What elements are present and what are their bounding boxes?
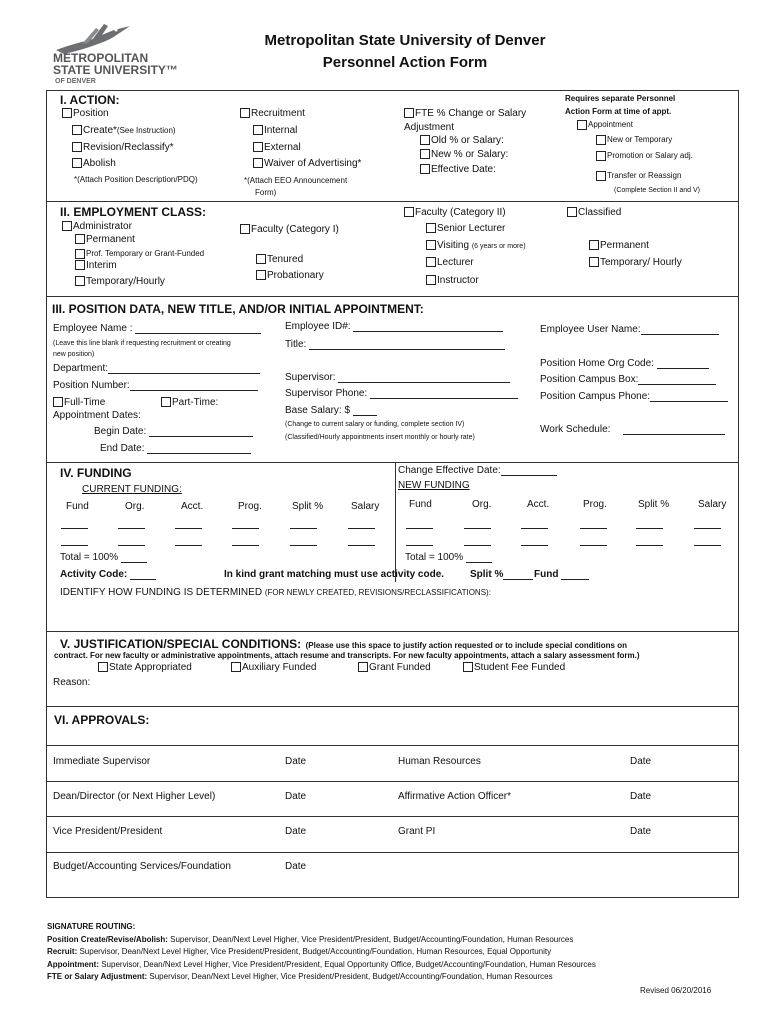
complete-note: (Complete Section II and V)	[614, 187, 700, 194]
effective-date-checkbox[interactable]	[420, 164, 430, 174]
prof-temp-checkbox[interactable]	[75, 249, 85, 259]
funding-blank[interactable]	[118, 528, 145, 529]
funding-blank[interactable]	[580, 545, 607, 546]
total-right-input[interactable]	[466, 562, 492, 563]
campus-phone-input[interactable]	[650, 401, 728, 402]
section-funding-heading: IV. FUNDING	[60, 466, 132, 480]
supervisor-input[interactable]	[338, 382, 510, 383]
total-left-input[interactable]	[121, 562, 147, 563]
position-number-input[interactable]	[130, 390, 258, 391]
student-fee-checkbox[interactable]	[463, 662, 473, 672]
full-time-checkbox[interactable]	[53, 397, 63, 407]
funding-blank[interactable]	[61, 528, 88, 529]
divider	[46, 462, 738, 463]
current-funding-label: CURRENT FUNDING:	[82, 484, 182, 495]
new-salary-checkbox[interactable]	[420, 149, 430, 159]
faculty1-checkbox[interactable]	[240, 224, 250, 234]
approval-grant-pi: Grant PI	[398, 826, 436, 837]
col-org-left: Org.	[125, 501, 145, 512]
position-number-field[interactable]: Position Number:	[53, 380, 258, 391]
funding-blank[interactable]	[406, 545, 433, 546]
create-checkbox[interactable]	[72, 125, 82, 135]
faculty1-checkbox-row[interactable]: Faculty (Category I)	[240, 224, 339, 235]
funding-blank[interactable]	[290, 528, 317, 529]
fund-field[interactable]: Fund	[534, 569, 589, 580]
lecturer-checkbox-row[interactable]: Lecturer	[426, 257, 474, 268]
eeo-note-2: Form)	[255, 188, 277, 197]
recruitment-checkbox-row[interactable]: Recruitment	[240, 108, 305, 119]
auxiliary-funded-checkbox-row[interactable]: Auxiliary Funded	[231, 662, 316, 673]
temp-hourly-checkbox[interactable]	[75, 276, 85, 286]
signature-line[interactable]	[46, 781, 738, 782]
fte-checkbox-row[interactable]: FTE % Change or Salary	[404, 108, 526, 119]
col-prog-left: Prog.	[238, 501, 262, 512]
base-salary-input[interactable]	[353, 415, 377, 416]
administrator-checkbox[interactable]	[62, 221, 72, 231]
administrator-checkbox-row[interactable]: Administrator	[62, 221, 132, 232]
approval-date: Date	[285, 861, 307, 872]
funding-blank[interactable]	[521, 545, 548, 546]
prof-temp-checkbox-row[interactable]: Prof. Temporary or Grant-Funded	[75, 249, 204, 259]
senior-lecturer-checkbox-row[interactable]: Senior Lecturer	[426, 223, 505, 234]
approval-human-resources: Human Resources	[398, 756, 481, 767]
appointment-dates-label: Appointment Dates:	[53, 410, 141, 421]
begin-date-field[interactable]: Begin Date:	[94, 426, 253, 437]
cl-permanent-checkbox-row[interactable]: Permanent	[589, 240, 649, 251]
change-salary-note: (Change to current salary or funding, complete section IV)	[285, 421, 465, 428]
routing-line: FTE or Salary Adjustment: Supervisor, Dean/Next Level Higher, Vice President/President, Budget/Accounting/Foundation, Human Resources	[47, 972, 553, 981]
divider	[46, 706, 738, 707]
part-time-checkbox[interactable]	[161, 397, 171, 407]
funding-blank[interactable]	[636, 528, 663, 529]
grant-funded-checkbox-row[interactable]: Grant Funded	[358, 662, 431, 673]
divider	[46, 631, 738, 632]
divider	[46, 201, 738, 202]
funding-blank[interactable]	[580, 528, 607, 529]
end-date-field[interactable]: End Date:	[100, 443, 251, 454]
visiting-checkbox-row[interactable]: Visiting (6 years or more)	[426, 240, 526, 251]
interim-checkbox-row[interactable]: Interim	[75, 260, 117, 271]
funding-blank[interactable]	[694, 545, 721, 546]
funding-blank[interactable]	[348, 545, 375, 546]
student-fee-checkbox-row[interactable]: Student Fee Funded	[463, 662, 565, 673]
funding-blank[interactable]	[636, 545, 663, 546]
campus-box-input[interactable]	[638, 384, 716, 385]
funding-blank[interactable]	[290, 545, 317, 546]
approval-date: Date	[630, 826, 652, 837]
col-split-left: Split %	[292, 501, 324, 512]
begin-date-input[interactable]	[149, 436, 253, 437]
permanent-checkbox[interactable]	[75, 234, 85, 244]
new-salary-checkbox-row[interactable]: New % or Salary:	[420, 149, 508, 160]
funding-blank[interactable]	[464, 545, 491, 546]
approval-affirmative-action: Affirmative Action Officer*	[398, 791, 512, 802]
employee-id-field[interactable]: Employee ID#:	[285, 321, 503, 332]
home-org-field[interactable]: Position Home Org Code:	[540, 358, 709, 369]
effective-date-checkbox-row[interactable]: Effective Date:	[420, 164, 496, 175]
faculty2-checkbox[interactable]	[404, 207, 414, 217]
split-input[interactable]	[503, 579, 533, 580]
classified-rate-note: (Classified/Hourly appointments insert monthly or hourly rate)	[285, 434, 475, 441]
department-input[interactable]	[108, 373, 260, 374]
form-subtitle: Personnel Action Form	[322, 54, 488, 71]
visiting-checkbox[interactable]	[426, 240, 436, 250]
new-temp-checkbox[interactable]	[596, 135, 606, 145]
approval-date: Date	[285, 756, 307, 767]
classified-checkbox-row[interactable]: Classified	[567, 207, 621, 218]
internal-checkbox[interactable]	[253, 125, 263, 135]
col-split-right: Split %	[638, 499, 670, 510]
section-justification-heading: V. JUSTIFICATION/SPECIAL CONDITIONS: (Please use this space to justify action requested or to include special conditions on	[60, 637, 627, 651]
funding-vertical-divider	[395, 462, 396, 582]
supervisor-phone-input[interactable]	[370, 398, 518, 399]
title-field[interactable]: Title:	[285, 339, 505, 350]
transfer-checkbox-row[interactable]: Transfer or Reassign	[596, 171, 681, 181]
external-checkbox[interactable]	[253, 142, 263, 152]
funding-blank[interactable]	[232, 528, 259, 529]
side-note-2: Action Form at time of appt.	[565, 107, 672, 116]
revised-date: Revised 06/20/2016	[640, 986, 712, 995]
employee-name-field[interactable]: Employee Name :	[53, 323, 261, 334]
employee-name-input[interactable]	[135, 333, 261, 334]
home-org-input[interactable]	[657, 368, 709, 369]
transfer-checkbox[interactable]	[596, 171, 606, 181]
reason-label: Reason:	[53, 677, 91, 688]
attach-pdq-note: *(Attach Position Description/PDQ)	[74, 175, 198, 184]
funding-blank[interactable]	[348, 528, 375, 529]
routing-line: Appointment: Supervisor, Dean/Next Level Higher, Vice President/President, Equal Opportunity Office, Budget/Accounting/Foundation, Human Resources	[47, 960, 596, 969]
abolish-checkbox[interactable]	[72, 158, 82, 168]
change-effective-input[interactable]	[501, 475, 557, 476]
grant-funded-checkbox[interactable]	[358, 662, 368, 672]
approval-vice-president: Vice President/President	[53, 826, 163, 837]
funding-blank[interactable]	[118, 545, 145, 546]
cl-temp-hourly-checkbox[interactable]	[589, 257, 599, 267]
revision-checkbox-row[interactable]: Revision/Reclassify*	[72, 142, 174, 153]
section-employment-heading: II. EMPLOYMENT CLASS:	[60, 205, 207, 219]
leave-note-1: (Leave this line blank if requesting recruitment or creating	[53, 340, 231, 347]
col-org-right: Org.	[472, 499, 492, 510]
old-salary-checkbox-row[interactable]: Old % or Salary:	[420, 135, 504, 146]
col-acct-right: Acct.	[527, 499, 550, 510]
approval-date: Date	[630, 756, 652, 767]
tenured-checkbox[interactable]	[256, 254, 266, 264]
funding-blank[interactable]	[232, 545, 259, 546]
appointment-checkbox-row[interactable]: Appointment	[577, 120, 633, 130]
campus-box-field[interactable]: Position Campus Box:	[540, 374, 716, 385]
col-fund-right: Fund	[409, 499, 432, 510]
external-checkbox-row[interactable]: External	[253, 142, 301, 153]
approval-date: Date	[285, 826, 307, 837]
cl-temp-hourly-checkbox-row[interactable]: Temporary/ Hourly	[589, 257, 682, 268]
waiver-checkbox[interactable]	[253, 158, 263, 168]
probationary-checkbox-row[interactable]: Probationary	[256, 270, 324, 281]
tenured-checkbox-row[interactable]: Tenured	[256, 254, 303, 265]
new-temp-checkbox-row[interactable]: New or Temporary	[596, 135, 672, 145]
routing-line: Position Create/Revise/Abolish: Supervisor, Dean/Next Level Higher, Vice President/President, Budget/Accounting/Foundation, Human Resources	[47, 935, 574, 944]
approval-budget-accounting: Budget/Accounting Services/Foundation	[53, 861, 231, 872]
work-schedule-input[interactable]	[623, 434, 725, 435]
temp-hourly-checkbox-row[interactable]: Temporary/Hourly	[75, 276, 165, 287]
position-checkbox[interactable]	[62, 108, 72, 118]
position-checkbox-row[interactable]: Position	[62, 108, 109, 119]
faculty2-checkbox-row[interactable]: Faculty (Category II)	[404, 207, 506, 218]
campus-phone-field[interactable]: Position Campus Phone:	[540, 391, 728, 402]
recruitment-checkbox[interactable]	[240, 108, 250, 118]
activity-code-field[interactable]: Activity Code:	[60, 569, 156, 580]
eeo-note-1: *(Attach EEO Announcement	[244, 176, 348, 185]
col-salary-right: Salary	[698, 499, 727, 510]
auxiliary-funded-checkbox[interactable]	[231, 662, 241, 672]
approval-immediate-supervisor: Immediate Supervisor	[53, 756, 151, 767]
fte-checkbox[interactable]	[404, 108, 414, 118]
probationary-checkbox[interactable]	[256, 270, 266, 280]
signature-line[interactable]	[46, 816, 738, 817]
permanent-checkbox-row[interactable]: Permanent	[75, 234, 135, 245]
part-time-checkbox-row[interactable]: Part-Time:	[161, 397, 218, 408]
approval-date: Date	[630, 791, 652, 802]
state-appropriated-checkbox-row[interactable]: State Appropriated	[98, 662, 192, 673]
classified-checkbox[interactable]	[567, 207, 577, 217]
split-field[interactable]: Split %	[470, 569, 533, 580]
funding-blank[interactable]	[175, 545, 202, 546]
waiver-checkbox-row[interactable]: Waiver of Advertising*	[253, 158, 361, 169]
funding-blank[interactable]	[521, 528, 548, 529]
adjustment-label: Adjustment	[404, 122, 455, 133]
internal-checkbox-row[interactable]: Internal	[253, 125, 297, 136]
divider	[46, 745, 738, 746]
leave-note-2: new position)	[53, 351, 95, 358]
title-input[interactable]	[309, 349, 505, 350]
new-funding-label: NEW FUNDING	[398, 480, 470, 491]
change-effective-field[interactable]: Change Effective Date:	[398, 465, 557, 476]
total-left[interactable]: Total = 100%	[60, 552, 147, 563]
section-action-heading: I. ACTION:	[60, 93, 120, 107]
cl-permanent-checkbox[interactable]	[589, 240, 599, 250]
promotion-checkbox[interactable]	[596, 151, 606, 161]
approval-date: Date	[285, 791, 307, 802]
col-acct-left: Acct.	[181, 501, 204, 512]
senior-lecturer-checkbox[interactable]	[426, 223, 436, 233]
approval-dean-director: Dean/Director (or Next Higher Level)	[53, 791, 216, 802]
funding-blank[interactable]	[406, 528, 433, 529]
fund-input[interactable]	[561, 579, 589, 580]
department-field[interactable]: Department:	[53, 363, 260, 374]
signature-routing-heading: SIGNATURE ROUTING:	[47, 922, 136, 931]
divider	[46, 296, 738, 297]
supervisor-field[interactable]: Supervisor:	[285, 372, 510, 383]
appointment-checkbox[interactable]	[577, 120, 587, 130]
identify-funding: IDENTIFY HOW FUNDING IS DETERMINED (FOR NEWLY CREATED, REVISIONS/RECLASSIFICATIONS):	[60, 587, 491, 598]
base-salary-field[interactable]: Base Salary: $	[285, 405, 377, 416]
signature-line[interactable]	[46, 852, 738, 853]
interim-checkbox[interactable]	[75, 260, 85, 270]
full-time-checkbox-row[interactable]: Full-Time	[53, 397, 105, 408]
in-kind-note: In kind grant matching must use activity code.	[224, 569, 445, 580]
funding-blank[interactable]	[175, 528, 202, 529]
state-appropriated-checkbox[interactable]	[98, 662, 108, 672]
employee-id-input[interactable]	[353, 331, 503, 332]
col-fund-left: Fund	[66, 501, 89, 512]
end-date-input[interactable]	[147, 453, 251, 454]
funding-blank[interactable]	[61, 545, 88, 546]
employee-user-name-field[interactable]: Employee User Name:	[540, 324, 719, 335]
work-schedule-field[interactable]: Work Schedule:	[540, 424, 725, 435]
create-checkbox-row[interactable]: Create*(See Instruction)	[72, 125, 176, 136]
form-title: Metropolitan State University of Denver	[264, 32, 546, 49]
funding-blank[interactable]	[464, 528, 491, 529]
side-note-1: Requires separate Personnel	[565, 94, 676, 103]
employee-user-name-input[interactable]	[641, 334, 719, 335]
funding-blank[interactable]	[694, 528, 721, 529]
total-right[interactable]: Total = 100%	[405, 552, 492, 563]
col-salary-left: Salary	[351, 501, 380, 512]
justification-note: contract. For new faculty or administrative appointments, attach resume and transcripts. For new faculty appointments, attach a salary assessment form.)	[54, 651, 640, 660]
revision-checkbox[interactable]	[72, 142, 82, 152]
section-approvals-heading: VI. APPROVALS:	[54, 713, 150, 727]
supervisor-phone-field[interactable]: Supervisor Phone:	[285, 388, 518, 399]
lecturer-checkbox[interactable]	[426, 257, 436, 267]
instructor-checkbox[interactable]	[426, 275, 436, 285]
logo-wordmark: METROPOLITAN STATE UNIVERSITY™ OF DENVER	[53, 51, 178, 85]
instructor-checkbox-row[interactable]: Instructor	[426, 275, 479, 286]
abolish-checkbox-row[interactable]: Abolish	[72, 158, 116, 169]
promotion-checkbox-row[interactable]: Promotion or Salary adj.	[596, 151, 693, 161]
routing-line: Recruit: Supervisor, Dean/Next Level Higher, Vice President/President, Budget/Accounting/Foundation, Human Resources, Equal Opportunity	[47, 947, 552, 956]
activity-code-input[interactable]	[130, 579, 156, 580]
section-position-heading: III. POSITION DATA, NEW TITLE, AND/OR INITIAL APPOINTMENT:	[52, 302, 424, 316]
col-prog-right: Prog.	[583, 499, 607, 510]
old-salary-checkbox[interactable]	[420, 135, 430, 145]
